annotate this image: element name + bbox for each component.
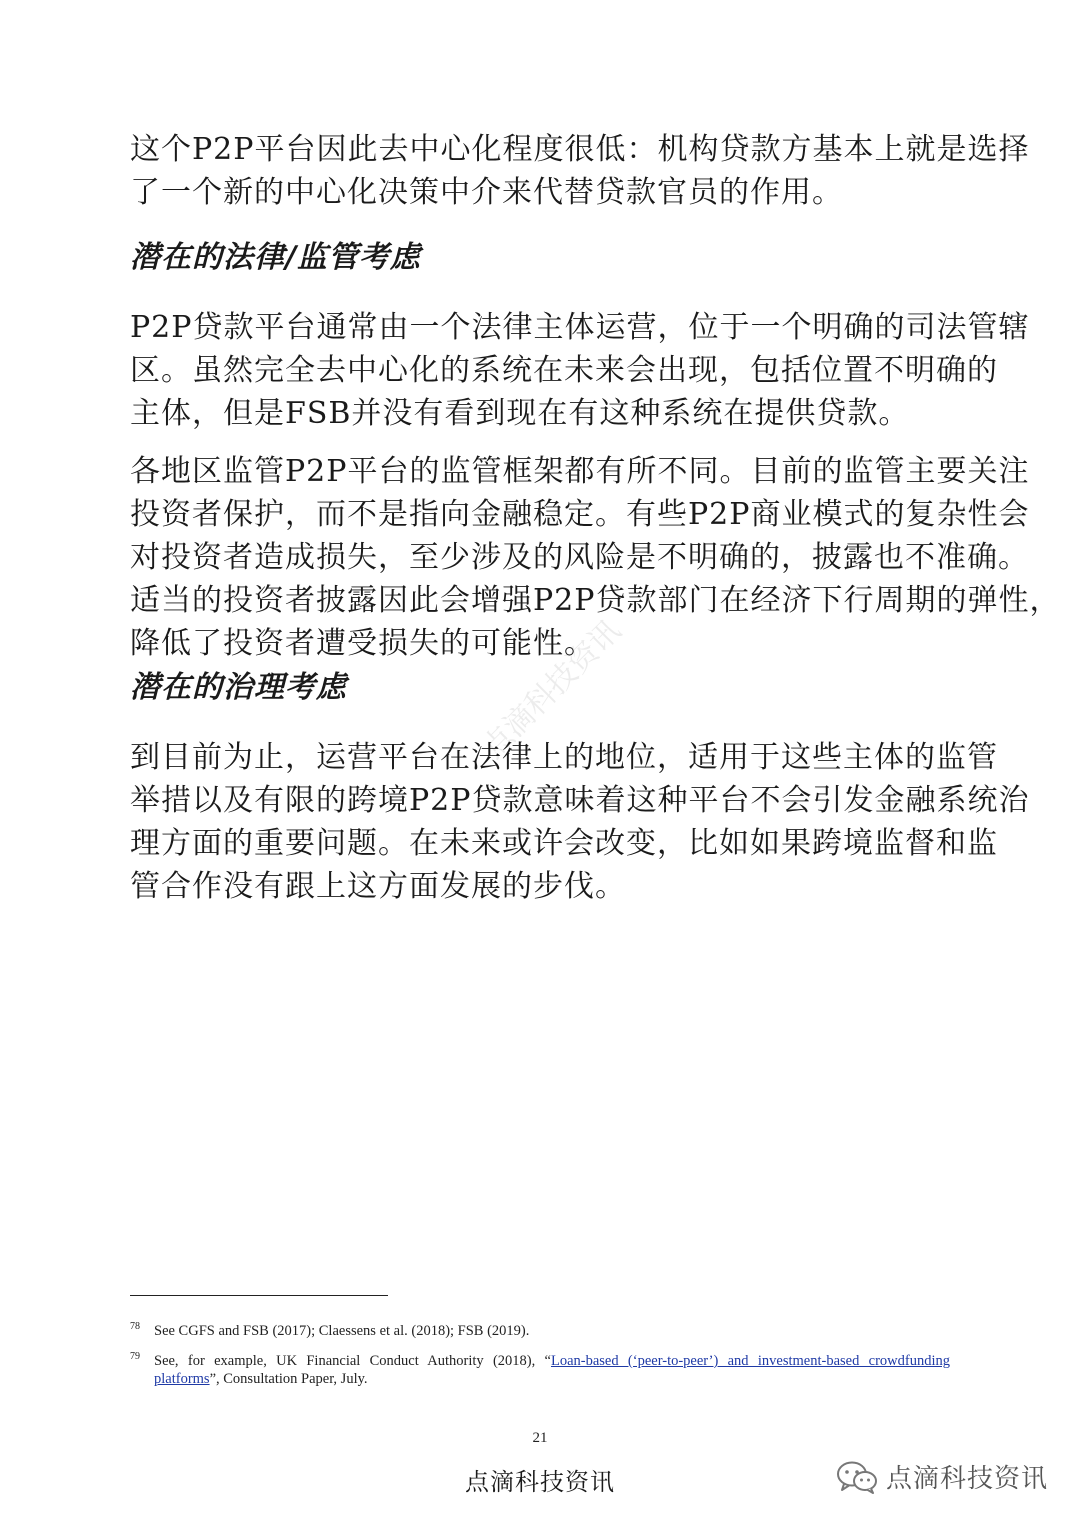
paragraph-line: 举措以及有限的跨境P2P贷款意味着这种平台不会引发金融系统治 [130, 783, 1030, 818]
brand-badge [836, 1458, 1048, 1495]
brand-label: 点滴科技资讯 [885, 1464, 1048, 1494]
paragraph-line: 管合作没有跟上这方面发展的步伐。 [130, 869, 626, 904]
section-heading-governance: 潜在的治理考虑 [130, 670, 347, 705]
paragraph-line: 各地区监管P2P平台的监管框架都有所不同。目前的监管主要关注 [130, 454, 1030, 489]
paragraph-line: 到目前为止，运营平台在法律上的地位，适用于这些主体的监管 [130, 740, 998, 775]
paragraph-line: 适当的投资者披露因此会增强P2P贷款部门在经济下行周期的弹性， [130, 583, 1061, 618]
footnote-79 [130, 1352, 950, 1388]
paragraph-line: 主体，但是FSB并没有看到现在有这种系统在提供贷款。 [130, 396, 910, 431]
footnote-text [154, 1352, 950, 1388]
paragraph-1 [130, 128, 1030, 214]
section-heading-legal: 潜在的法律/监管考虑 [130, 240, 421, 275]
footnote-text: See CGFS and FSB (2017); Claessens et al. (2018); FSB (2019). [154, 1323, 530, 1339]
paragraph-4 [130, 736, 1030, 908]
paragraph-line: 投资者保护，而不是指向金融稳定。有些P2P商业模式的复杂性会 [130, 497, 1030, 532]
paragraph-3 [130, 450, 1061, 665]
wechat-icon [836, 1460, 878, 1494]
footnote-link[interactable]: Loan-based (‘peer-to-peer’) and investment-based crowdfunding platforms [154, 1353, 950, 1387]
footnote-divider [130, 1295, 388, 1296]
paragraph-line: 区。虽然完全去中心化的系统在未来会出现，包括位置不明确的 [130, 353, 998, 388]
footnote-number: 78 [130, 1321, 140, 1332]
paragraph-line: 对投资者造成损失，至少涉及的风险是不明确的，披露也不准确。 [130, 540, 1029, 575]
footnote-prefix: See, for example, UK Financial Conduct Authority (2018), “ [154, 1353, 551, 1369]
paragraph-line: 降低了投资者遭受损失的可能性。 [130, 626, 595, 661]
footer-title: 点滴科技资讯 [465, 1468, 615, 1496]
footnote-78 [130, 1322, 950, 1340]
paragraph-2 [130, 306, 1030, 435]
paragraph-line: 这个P2P平台因此去中心化程度很低：机构贷款方基本上就是选择 [130, 132, 1030, 167]
footnote-number: 79 [130, 1351, 140, 1362]
paragraph-line: 了一个新的中心化决策中介来代替贷款官员的作用。 [130, 175, 843, 210]
footnote-suffix: ”, Consultation Paper, July. [209, 1371, 368, 1387]
paragraph-line: 理方面的重要问题。在未来或许会改变，比如如果跨境监督和监 [130, 826, 998, 861]
watermark: 点滴科技资讯 [475, 613, 628, 766]
paragraph-line: P2P贷款平台通常由一个法律主体运营，位于一个明确的司法管辖 [130, 310, 1030, 345]
page-number: 21 [532, 1430, 548, 1446]
